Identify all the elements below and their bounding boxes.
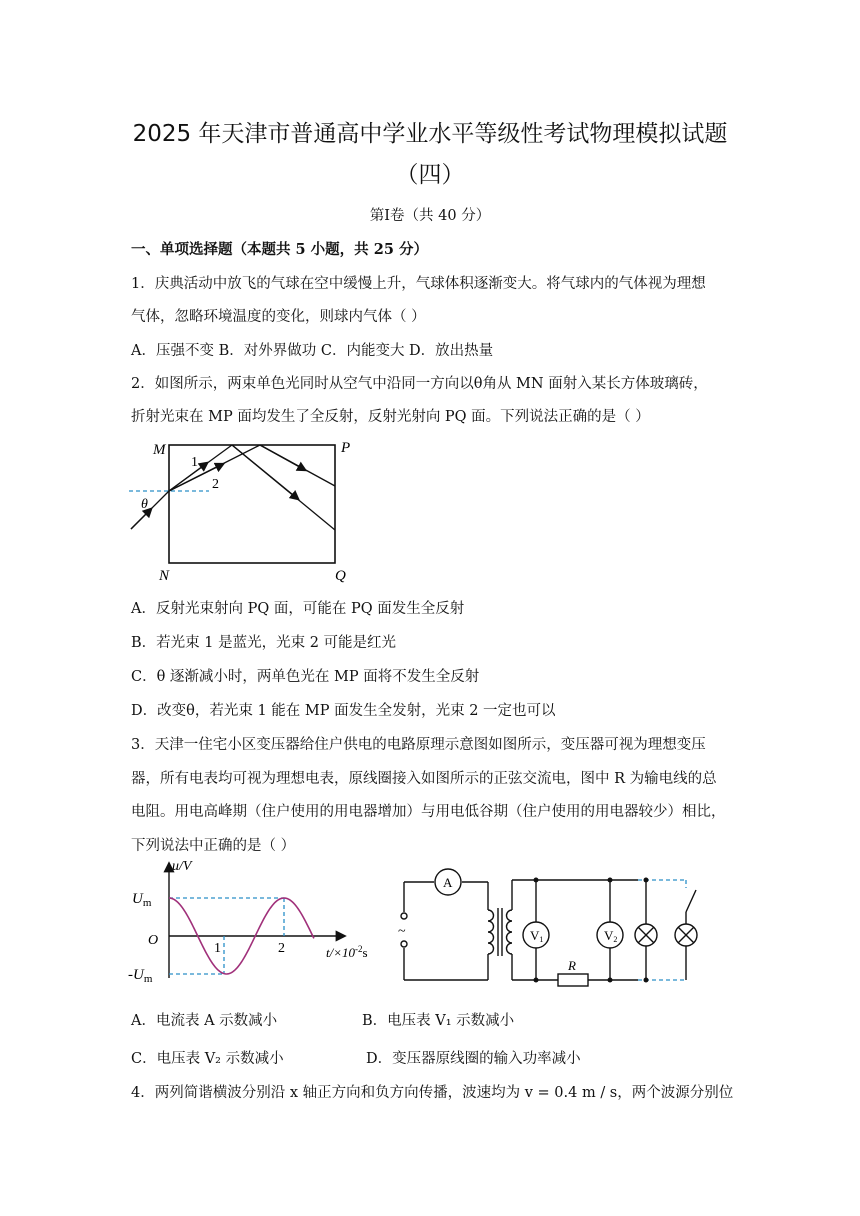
exam-subtitle: （四） [395, 162, 465, 188]
q2-option-b: B．若光束 1 是蓝光，光束 2 可能是红光 [131, 635, 397, 651]
origin-label: O [148, 933, 159, 948]
exam-title: 2025 年天津市普通高中学业水平等级性考试物理模拟试题 [132, 121, 728, 147]
q4-text-line1: 4．两列简谐横波分别沿 x 轴正方向和负方向传播，波速均为 v = 0.4 m / s，两个波源分别位 [131, 1085, 734, 1101]
um-label: $U_m$ [132, 891, 152, 909]
q3-text-line4: 下列说法中正确的是（ ） [131, 838, 296, 854]
q3-text-line2: 器，所有电表均可视为理想电表，原线圈接入如图所示的正弦交流电，图中 R 为输电线的总 [131, 771, 717, 787]
q1-text-line2: 气体，忽略环境温度的变化，则球内气体（ ） [131, 309, 426, 325]
q1-options: A．压强不变 B．对外界做功 C．内能变大 D．放出热量 [131, 343, 494, 359]
label-theta: θ [141, 497, 148, 512]
q3-option-c: C．电压表 V₂ 示数减小 [131, 1051, 284, 1067]
q3-voltage-graph [128, 856, 388, 986]
q1-text-line1: 1．庆典活动中放飞的气球在空中缓慢上升，气球体积逐渐变大。将气球内的气体视为理想 [131, 276, 706, 292]
v2-label: V2 [604, 928, 618, 944]
tick-1-label: 1 [214, 941, 221, 956]
q2-prism-figure [125, 432, 365, 584]
volume-label: 第Ⅰ卷（共 40 分） [369, 208, 491, 224]
x-axis-label: $t/\times 10^{-2}s$ [326, 944, 368, 960]
label-P: P [341, 440, 351, 456]
q3-option-b: B．电压表 V₁ 示数减小 [362, 1013, 515, 1029]
ammeter-label: A [443, 875, 453, 890]
label-N: N [159, 568, 170, 584]
source-label: ~ [398, 924, 406, 939]
neg-um-label: $-U_m$ [128, 967, 153, 985]
q3-option-d: D．变压器原线圈的输入功率减小 [366, 1051, 581, 1067]
q3-text-line3: 电阻。用电高峰期（住户使用的用电器增加）与用电低谷期（住户使用的用电器较少）相比， [131, 804, 726, 820]
v1-label: V1 [530, 928, 544, 944]
resistor-r [558, 974, 588, 986]
q2-option-a: A．反射光束射向 PQ 面，可能在 PQ 面发生全反射 [131, 601, 465, 617]
label-M: M [153, 442, 166, 458]
q3-option-a: A．电流表 A 示数减小 [131, 1013, 278, 1029]
q3-text-line1: 3．天津一住宅小区变压器给住户供电的电路原理示意图如图所示，变压器可视为理想变压 [131, 737, 706, 753]
q2-option-c: C．θ 逐渐减小时，两单色光在 MP 面将不发生全反射 [131, 669, 480, 685]
label-beam-2: 2 [212, 477, 219, 492]
q2-text-line2: 折射光束在 MP 面均发生了全反射，反射光射向 PQ 面。下列说法正确的是（ ） [131, 409, 650, 425]
tick-2-label: 2 [278, 941, 285, 956]
q2-text-line1: 2．如图所示，两束单色光同时从空气中沿同一方向以θ角从 MN 面射入某长方体玻璃砖， [131, 376, 708, 392]
q3-circuit-diagram [392, 860, 722, 990]
label-Q: Q [335, 568, 346, 584]
q2-option-d: D．改变θ，若光束 1 能在 MP 面发生全发射，光束 2 一定也可以 [131, 703, 556, 719]
y-axis-label: u/V [172, 859, 192, 874]
resistor-label: R [568, 958, 576, 973]
section-heading: 一、单项选择题（本题共 5 小题，共 25 分） [131, 241, 428, 258]
label-beam-1: 1 [191, 455, 198, 470]
